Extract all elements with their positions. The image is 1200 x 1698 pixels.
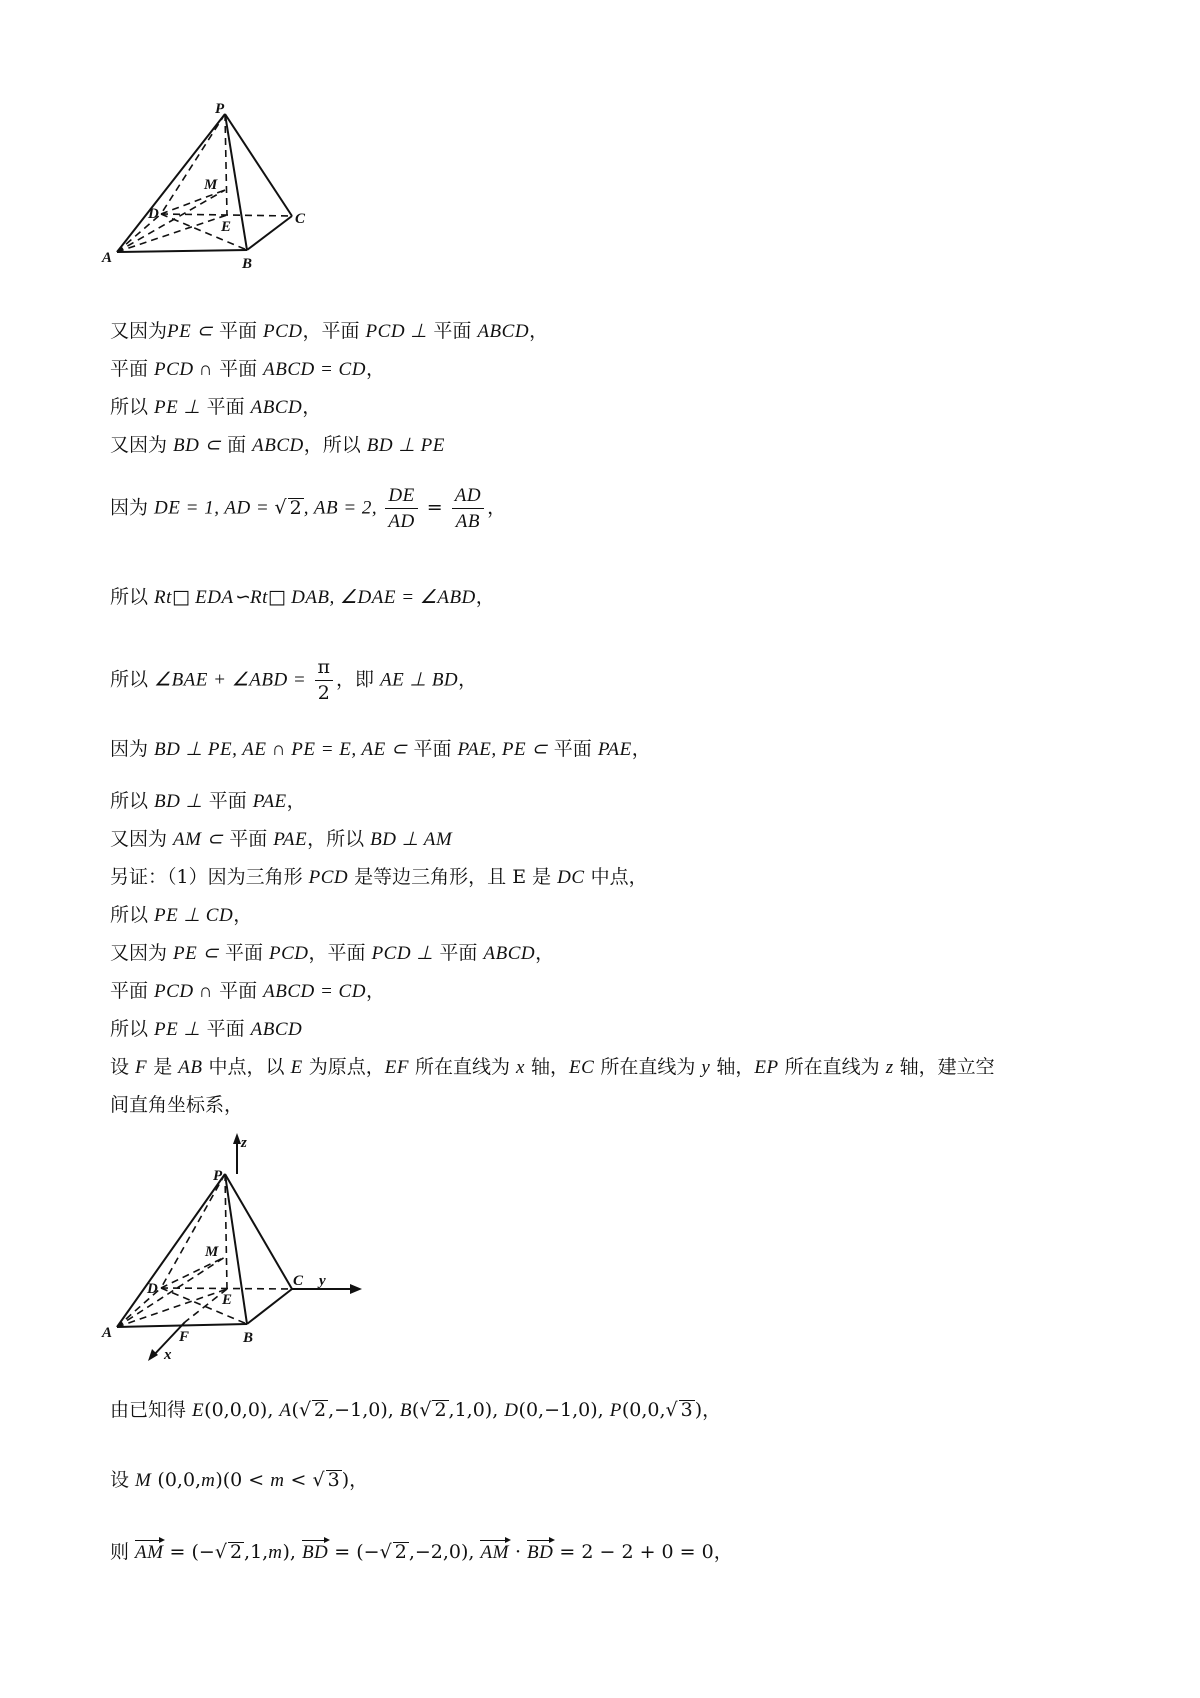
vector-AM: AM <box>135 1542 164 1563</box>
text-line-2: 平面 PCD ∩ 平面 ABCD = CD， <box>110 358 385 380</box>
edge-PD <box>161 114 225 214</box>
text-line-7: 所以 ∠BAE + ∠ABD = $\frac{\pi}{2}$ ，即 AE ⊥ BD， <box>110 656 478 704</box>
edge-EF <box>185 1289 227 1322</box>
edge-AB <box>117 250 247 252</box>
label-B: B <box>243 1330 254 1346</box>
pyramid-figure-2 <box>100 1132 380 1362</box>
label-B: B <box>242 256 253 272</box>
text-line-1: 又因为PE ⊂ 平面 PCD，平面 PCD ⊥ 平面 ABCD， <box>110 320 549 342</box>
text-line-20: 则 AM = (−√ 2 ,1,m), BD = (−√ 2 ,−2,0), AM · BD = 2 − 2 + 0 = 0， <box>110 1541 733 1563</box>
text-line-17: 间直角坐标系， <box>110 1094 244 1116</box>
label-C: C <box>293 1273 304 1289</box>
pyramid-figure-1 <box>100 100 340 300</box>
text-line-4: 又因为 BD ⊂ 面 ABCD，所以 BD ⊥ PE <box>110 434 445 456</box>
text-line-18: 由已知得 E(0,0,0), A(√ 2 ,−1,0), B(√ 2 ,1,0), D(0,−1,0), P(0,0,√ 3 )， <box>110 1399 722 1421</box>
fraction-pi-2: $\frac{\pi}{2}$ <box>315 658 334 703</box>
text-line-6: 所以 Rt□ EDA∽Rt□ DAB, ∠DAE = ∠ABD， <box>110 586 495 608</box>
edge-PD <box>161 1174 225 1288</box>
text-line-14: 平面 PCD ∩ 平面 ABCD = CD， <box>110 980 385 1002</box>
arrowhead-y <box>350 1284 362 1294</box>
label-C: C <box>295 211 306 227</box>
vector-BD-2: BD <box>527 1542 554 1563</box>
label-P: P <box>215 101 225 117</box>
label-E: E <box>222 1292 233 1308</box>
edge-PC <box>225 1174 292 1289</box>
label-D: D <box>147 1281 158 1297</box>
fraction-DE-AD: $\frac{DE}{AD}$ <box>385 486 417 531</box>
text-line-13: 又因为 PE ⊂ 平面 PCD，平面 PCD ⊥ 平面 ABCD， <box>110 942 555 964</box>
label-A: A <box>102 1325 113 1341</box>
text-line-16: 设 F 是 AB 中点，以 E 为原点，EF 所在直线为 x 轴，EC 所在直线为 y 轴，EP 所在直线为 z 轴，建立空 <box>110 1056 995 1078</box>
label-M: M <box>204 177 218 193</box>
label-D: D <box>148 206 159 222</box>
label-y: y <box>319 1273 326 1289</box>
text-line-8: 因为 BD ⊥ PE, AE ∩ PE = E, AE ⊂ 平面 PAE, PE ⊂ 平面 PAE， <box>110 738 651 760</box>
text-line-19: 设 M (0,0,m)(0 < m < √ 3 )， <box>110 1469 369 1491</box>
label-A: A <box>102 250 113 266</box>
label-E: E <box>221 219 232 235</box>
text-line-12: 所以 PE ⊥ CD， <box>110 904 253 926</box>
text-line-11: 另证：（1）因为三角形 PCD 是等边三角形，且 E 是 DC 中点， <box>110 866 648 888</box>
label-F: F <box>179 1329 190 1345</box>
text-line-10: 又因为 AM ⊂ 平面 PAE，所以 BD ⊥ AM <box>110 828 453 850</box>
edge-DM <box>161 190 225 214</box>
text-line-15: 所以 PE ⊥ 平面 ABCD <box>110 1018 303 1040</box>
text-line-5: 因为 DE = 1, AD = √ 2 , AB = 2, $\frac{DE}{AD}$ = $\frac{AD}{AB}$ ， <box>110 485 507 532</box>
label-x: x <box>164 1347 172 1362</box>
vector-AM-2: AM <box>480 1542 509 1563</box>
edge-BC <box>247 1289 292 1324</box>
edge-DB <box>161 1288 247 1324</box>
fraction-AD-AB: $\frac{AD}{AB}$ <box>452 486 484 531</box>
edge-AM <box>117 1257 225 1327</box>
label-P: P <box>213 1168 223 1184</box>
arrowhead-z <box>233 1133 241 1144</box>
pyramid-diagram-2 <box>100 1132 380 1362</box>
label-z: z <box>241 1135 247 1151</box>
pyramid-diagram-1 <box>100 100 340 300</box>
text-line-9: 所以 BD ⊥ 平面 PAE， <box>110 790 306 812</box>
edge-BC <box>247 216 292 250</box>
edge-PC <box>225 114 292 216</box>
vector-BD: BD <box>301 1542 329 1563</box>
label-M: M <box>205 1244 219 1260</box>
text-line-3: 所以 PE ⊥ 平面 ABCD， <box>110 396 322 418</box>
